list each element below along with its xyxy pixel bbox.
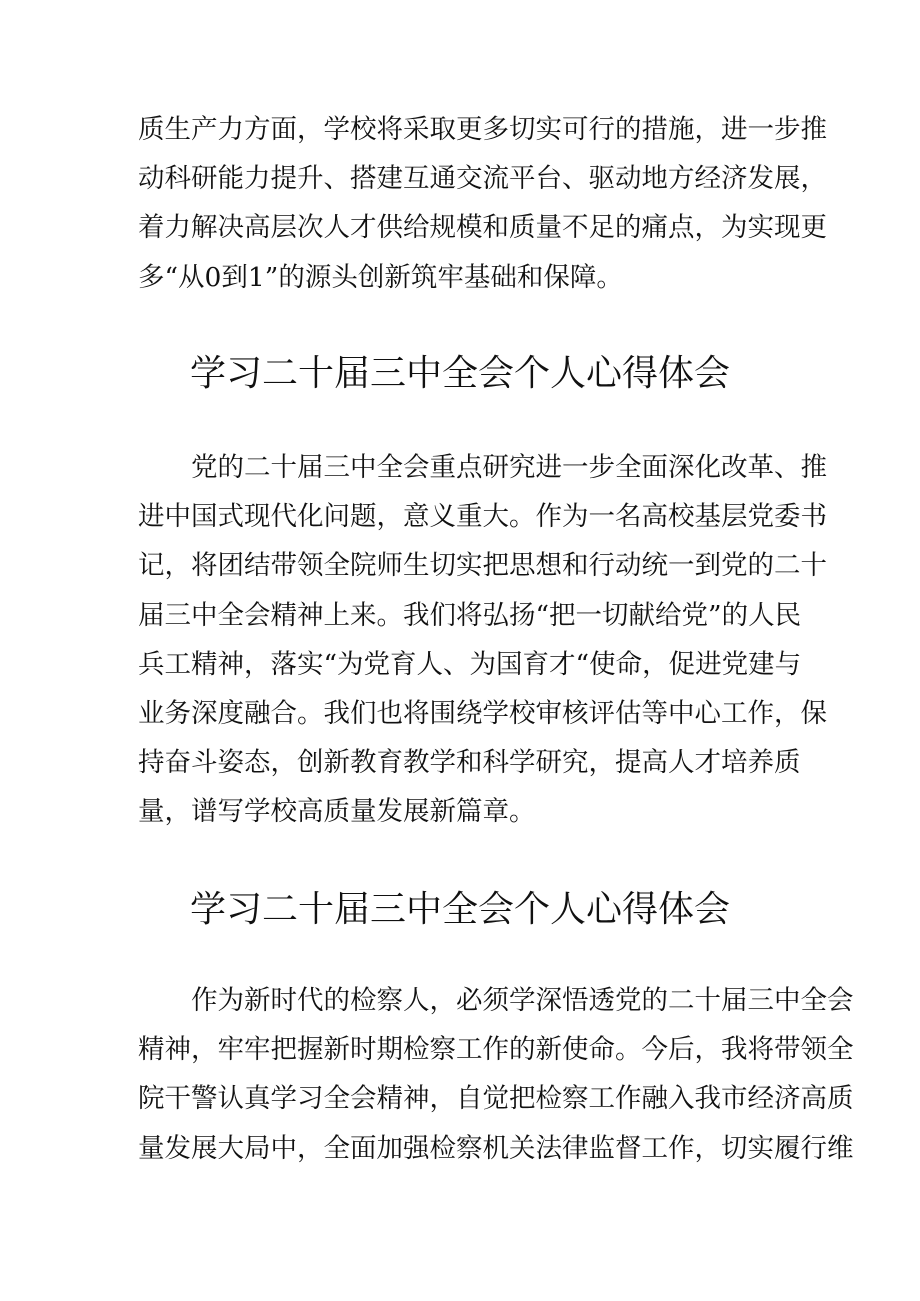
text-line: 精神，牢牢把握新时期检察工作的新使命。今后，我将带领全	[138, 1034, 854, 1066]
text-line: 持奋斗姿态，创新教育教学和科学研究，提高人才培养质	[138, 747, 801, 779]
text-line: 质生产力方面，学校将采取更多切实可行的措施，进一步推	[138, 114, 827, 145]
text-line: 作为新时代的检察人，必须学深悟透党的二十届三中全会	[138, 985, 854, 1016]
text-line: 院干警认真学习全会精神，自觉把检察工作融入我市经济高质	[138, 1083, 854, 1115]
paragraph	[138, 443, 827, 837]
text-line: 记，将团结带领全院师生切实把思想和行动统一到党的二十	[138, 550, 827, 582]
paragraph	[138, 976, 854, 1173]
section-title: 学习二十届三中全会个人心得体会	[189, 353, 730, 394]
text-line: 进中国式现代化问题，意义重大。作为一名高校基层党委书	[138, 501, 827, 533]
text-line: 量发展大局中，全面加强检察机关法律监督工作，切实履行维	[138, 1132, 854, 1164]
text-line: 动科研能力提升、搭建互通交流平台、驱动地方经济发展，	[138, 163, 827, 195]
text-line: 多“从0到1”的源头创新筑牢基础和保障。	[138, 261, 623, 293]
text-line: 着力解决高层次人才供给规模和质量不足的痛点，为实现更	[138, 212, 827, 244]
text-line: 量，谱写学校高质量发展新篇章。	[138, 796, 536, 828]
section-title: 学习二十届三中全会个人心得体会	[189, 889, 730, 930]
paragraph-continued	[138, 105, 827, 302]
text-line: 届三中全会精神上来。我们将弘扬“把一切献给党”的人民	[138, 599, 802, 631]
text-line: 党的二十届三中全会重点研究进一步全面深化改革、推	[138, 452, 827, 483]
text-line: 业务深度融合。我们也将围绕学校审核评估等中心工作，保	[138, 698, 827, 730]
text-line: 兵工精神，落实“为党育人、为国育才“使命，促进党建与	[138, 648, 802, 680]
